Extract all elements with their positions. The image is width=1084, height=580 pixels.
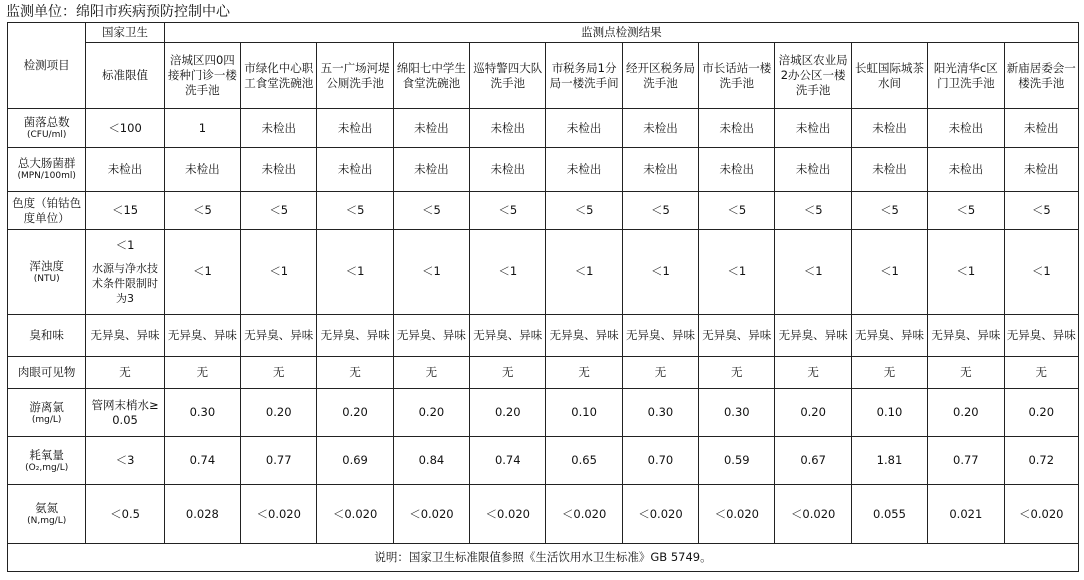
- result-cell: 无: [928, 356, 1004, 388]
- result-cell: 未检出: [1004, 109, 1079, 147]
- result-cell: ＜5: [241, 191, 317, 229]
- result-cell: 无异臭、异味: [164, 314, 240, 356]
- result-cell: 0.055: [851, 485, 927, 543]
- item-name-cell: [8, 437, 86, 485]
- table-row: [8, 230, 1079, 314]
- result-cell: ＜0.020: [775, 485, 851, 543]
- item-name: 色度（铂钴色度单位）: [12, 195, 82, 225]
- result-cell: 无异臭、异味: [928, 314, 1004, 356]
- result-cell: ＜0.020: [622, 485, 698, 543]
- result-cell: 无异臭、异味: [851, 314, 927, 356]
- result-cell: 未检出: [393, 109, 469, 147]
- header-results: 监测点检测结果: [164, 23, 1078, 43]
- result-cell: ＜5: [317, 191, 393, 229]
- result-cell: 无异臭、异味: [699, 314, 775, 356]
- standard-limit-cell: 无异臭、异味: [86, 314, 164, 356]
- standard-limit-cell: 管网末梢水≥0.05: [86, 388, 164, 436]
- result-cell: 无: [164, 356, 240, 388]
- result-cell: ＜5: [164, 191, 240, 229]
- standard-limit-cell: 无: [86, 356, 164, 388]
- item-unit: (O₂,mg/L): [25, 462, 69, 473]
- result-cell: 0.021: [928, 485, 1004, 543]
- result-cell: 未检出: [164, 147, 240, 191]
- site-header-2: 市绿化中心职工食堂洗碗池: [241, 43, 317, 109]
- item-name: 肉眼可见物: [17, 364, 76, 379]
- item-name: 游离氯: [29, 399, 64, 414]
- result-cell: ＜5: [928, 191, 1004, 229]
- result-cell: 0.10: [546, 388, 622, 436]
- header-standard-2: 标准限值: [86, 43, 164, 109]
- result-cell: 未检出: [317, 109, 393, 147]
- result-cell: 无异臭、异味: [393, 314, 469, 356]
- result-cell: 无: [775, 356, 851, 388]
- table-row: [8, 191, 1079, 229]
- result-cell: 无异臭、异味: [241, 314, 317, 356]
- site-header-8: 市长话站一楼洗手池: [699, 43, 775, 109]
- item-name: 氨氮: [35, 501, 59, 516]
- result-cell: ＜1: [241, 230, 317, 314]
- result-cell: ＜0.020: [241, 485, 317, 543]
- table-row: [8, 356, 1079, 388]
- standard-limit-note: 水源与净水技术条件限制时为3: [92, 261, 159, 305]
- item-name: 耗氧量: [29, 447, 64, 462]
- item-unit: (MPN/100ml): [17, 171, 76, 182]
- water-quality-table: [7, 22, 1079, 572]
- table-row: [8, 485, 1079, 543]
- result-cell: 0.70: [622, 437, 698, 485]
- result-cell: 无: [241, 356, 317, 388]
- result-cell: 未检出: [622, 109, 698, 147]
- result-cell: 未检出: [851, 147, 927, 191]
- result-cell: 无异臭、异味: [317, 314, 393, 356]
- result-cell: 0.69: [317, 437, 393, 485]
- result-cell: ＜1: [1004, 230, 1079, 314]
- result-cell: 无: [622, 356, 698, 388]
- item-unit: (mg/L): [31, 414, 62, 425]
- site-header-1: 涪城区四0四接种门诊一楼洗手池: [164, 43, 240, 109]
- result-cell: ＜1: [317, 230, 393, 314]
- result-cell: 0.20: [928, 388, 1004, 436]
- result-cell: 0.59: [699, 437, 775, 485]
- table-row: [8, 109, 1079, 147]
- item-name: 臭和味: [29, 327, 64, 342]
- result-cell: 未检出: [317, 147, 393, 191]
- result-cell: 无: [470, 356, 546, 388]
- site-header-9: 涪城区农业局2办公区一楼洗手池: [775, 43, 851, 109]
- result-cell: ＜0.020: [393, 485, 469, 543]
- result-cell: 未检出: [470, 109, 546, 147]
- result-cell: 0.84: [393, 437, 469, 485]
- item-name: 浑浊度: [29, 258, 64, 273]
- result-cell: 无: [699, 356, 775, 388]
- table-row: [8, 437, 1079, 485]
- result-cell: 0.20: [1004, 388, 1079, 436]
- result-cell: 无: [393, 356, 469, 388]
- result-cell: 无: [546, 356, 622, 388]
- header-item: 检测项目: [8, 23, 86, 109]
- item-unit: (CFU/ml): [26, 130, 67, 141]
- item-unit: (NTU): [33, 273, 60, 284]
- result-cell: ＜1: [470, 230, 546, 314]
- result-cell: 未检出: [546, 147, 622, 191]
- result-cell: ＜5: [851, 191, 927, 229]
- result-cell: ＜0.020: [317, 485, 393, 543]
- result-cell: 未检出: [928, 147, 1004, 191]
- result-cell: 无: [1004, 356, 1079, 388]
- result-cell: 未检出: [622, 147, 698, 191]
- standard-limit-cell: ＜100: [86, 109, 164, 147]
- result-cell: ＜5: [470, 191, 546, 229]
- result-cell: 未检出: [241, 147, 317, 191]
- result-cell: 0.10: [851, 388, 927, 436]
- standard-limit-cell: 未检出: [86, 147, 164, 191]
- result-cell: 0.20: [470, 388, 546, 436]
- item-name-cell: [8, 147, 86, 191]
- header-standard-1: 国家卫生: [86, 23, 164, 43]
- item-name: 菌落总数: [23, 115, 70, 130]
- result-cell: 0.20: [241, 388, 317, 436]
- result-cell: ＜5: [1004, 191, 1079, 229]
- result-cell: 无异臭、异味: [1004, 314, 1079, 356]
- result-cell: 未检出: [470, 147, 546, 191]
- result-cell: ＜1: [928, 230, 1004, 314]
- result-cell: ＜1: [622, 230, 698, 314]
- report-heading: 监测单位：绵阳市疾病预防控制中心: [6, 4, 230, 20]
- site-header-5: 巡特警四大队洗手池: [470, 43, 546, 109]
- result-cell: 0.30: [164, 388, 240, 436]
- result-cell: 无异臭、异味: [775, 314, 851, 356]
- result-cell: 0.74: [164, 437, 240, 485]
- result-cell: ＜5: [699, 191, 775, 229]
- result-cell: 0.77: [241, 437, 317, 485]
- result-cell: ＜0.020: [470, 485, 546, 543]
- result-cell: 0.028: [164, 485, 240, 543]
- site-header-4: 绵阳七中学生食堂洗碗池: [393, 43, 469, 109]
- site-header-12: 新庙居委会一楼洗手池: [1004, 43, 1079, 109]
- result-cell: 0.20: [317, 388, 393, 436]
- item-name-cell: [8, 109, 86, 147]
- result-cell: ＜5: [775, 191, 851, 229]
- result-cell: 无异臭、异味: [470, 314, 546, 356]
- result-cell: ＜5: [546, 191, 622, 229]
- result-cell: 0.74: [470, 437, 546, 485]
- item-name: 总大肠菌群: [17, 156, 76, 171]
- table-row: [8, 147, 1079, 191]
- item-name-cell: [8, 314, 86, 356]
- result-cell: ＜1: [393, 230, 469, 314]
- result-cell: ＜0.020: [699, 485, 775, 543]
- standard-limit-cell: ＜0.5: [86, 485, 164, 543]
- item-unit: (N,mg/L): [27, 516, 67, 527]
- standard-limit-cell: ＜3: [86, 437, 164, 485]
- result-cell: ＜1: [164, 230, 240, 314]
- result-cell: 无: [317, 356, 393, 388]
- site-header-7: 经开区税务局洗手池: [622, 43, 698, 109]
- result-cell: 0.67: [775, 437, 851, 485]
- item-name-cell: [8, 191, 86, 229]
- standard-limit-cell: [86, 230, 164, 314]
- site-header-11: 阳光清华c区门卫洗手池: [928, 43, 1004, 109]
- result-cell: ＜1: [699, 230, 775, 314]
- result-cell: 未检出: [241, 109, 317, 147]
- result-cell: ＜5: [393, 191, 469, 229]
- table-row: [8, 388, 1079, 436]
- item-name-cell: [8, 356, 86, 388]
- result-cell: 0.20: [393, 388, 469, 436]
- site-header-10: 长虹国际城茶水间: [851, 43, 927, 109]
- result-cell: 未检出: [928, 109, 1004, 147]
- result-cell: 无异臭、异味: [546, 314, 622, 356]
- result-cell: 未检出: [546, 109, 622, 147]
- result-cell: 0.30: [699, 388, 775, 436]
- result-cell: ＜0.020: [1004, 485, 1079, 543]
- standard-limit-cell: ＜15: [86, 191, 164, 229]
- standard-limit: ＜1: [115, 237, 135, 252]
- result-cell: 未检出: [775, 109, 851, 147]
- result-cell: 0.72: [1004, 437, 1079, 485]
- result-cell: 0.77: [928, 437, 1004, 485]
- result-cell: 0.65: [546, 437, 622, 485]
- result-cell: 1: [164, 109, 240, 147]
- result-cell: ＜1: [851, 230, 927, 314]
- site-header-6: 市税务局1分局一楼洗手间: [546, 43, 622, 109]
- table-row: [8, 314, 1079, 356]
- result-cell: ＜5: [622, 191, 698, 229]
- site-header-3: 五一广场河堤公厕洗手池: [317, 43, 393, 109]
- result-cell: 0.20: [775, 388, 851, 436]
- result-cell: 0.30: [622, 388, 698, 436]
- result-cell: 无异臭、异味: [622, 314, 698, 356]
- result-cell: ＜0.020: [546, 485, 622, 543]
- table-note: 说明：国家卫生标准限值参照《生活饮用水卫生标准》GB 5749。: [8, 543, 1079, 571]
- result-cell: 未检出: [775, 147, 851, 191]
- result-cell: 1.81: [851, 437, 927, 485]
- result-cell: ＜1: [775, 230, 851, 314]
- result-cell: 未检出: [1004, 147, 1079, 191]
- item-name-cell: [8, 485, 86, 543]
- result-cell: ＜1: [546, 230, 622, 314]
- result-cell: 未检出: [851, 109, 927, 147]
- result-cell: 未检出: [699, 109, 775, 147]
- result-cell: 未检出: [699, 147, 775, 191]
- item-name-cell: [8, 230, 86, 314]
- result-cell: 无: [851, 356, 927, 388]
- item-name-cell: [8, 388, 86, 436]
- result-cell: 未检出: [393, 147, 469, 191]
